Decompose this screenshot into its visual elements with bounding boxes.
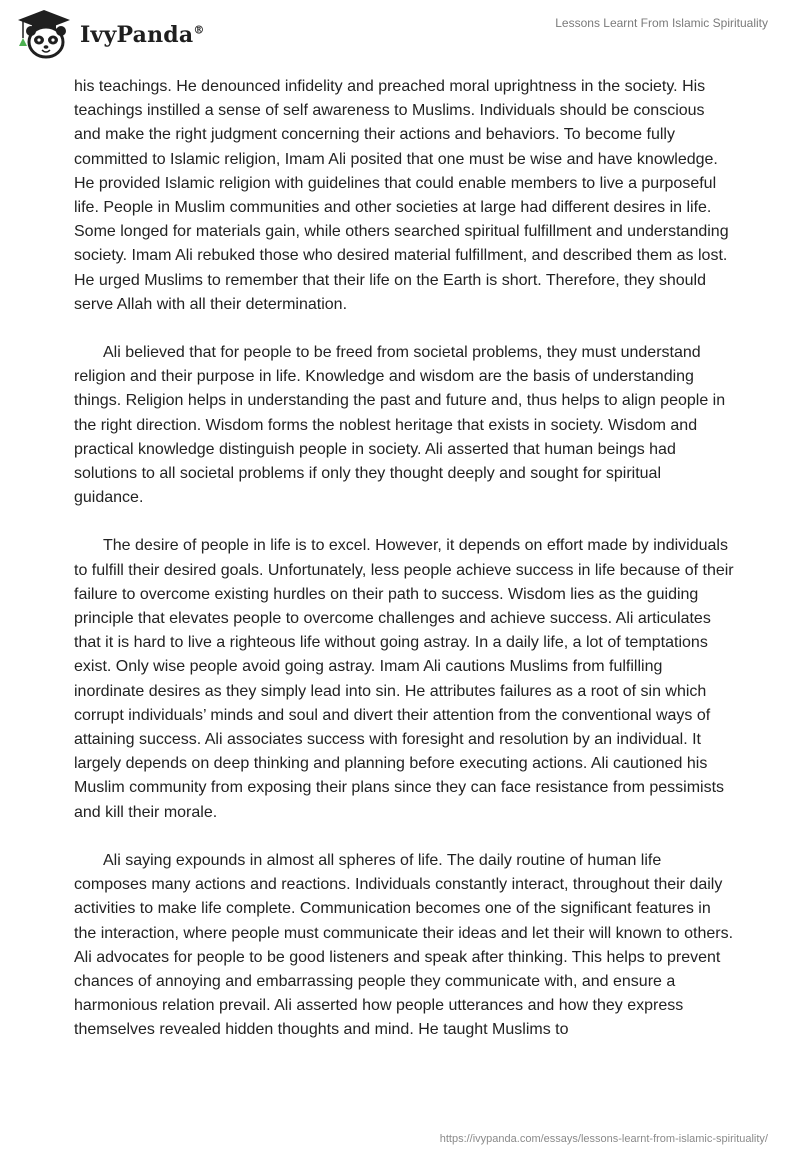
brand-label: IvyPanda <box>80 22 194 48</box>
paragraph: Ali believed that for people to be freed from societal problems, they must understand religion and their purpose in life. Knowledge and wisdom are the basis of understanding things. Religion helps in understanding the past and future and, thus helps to align people in the right direction. Wisdom forms the noblest heritage that exists in society. Wisdom and practical knowledge distinguish people in society. Ali asserted that human beings had solutions to all societal problems if only they thought deeply and sought for spiritual guidance. <box>74 344 726 507</box>
panda-graduate-icon <box>14 8 74 60</box>
ivypanda-logo[interactable] <box>14 8 205 60</box>
essay-body <box>74 75 734 1067</box>
source-url[interactable]: https://ivypanda.com/essays/lessons-learnt-from-islamic-spirituality/ <box>439 1133 768 1145</box>
document-title: Lessons Learnt From Islamic Spirituality <box>555 16 768 30</box>
page-header <box>0 0 800 70</box>
paragraph: his teachings. He denounced infidelity and preached moral uprightness in the society. His teachings instilled a sense of self awareness to Muslims. Individuals should be conscious and make the right judgment concerning their actions and behaviors. To become fully committed to Islamic religion, Imam Ali posited that one must be wise and have knowledge. He provided Islamic religion with guidelines that could enable members to live a purposeful life. People in Muslim communities and other societies at large had different desires in life. Some longed for materials gain, while others searched spiritual fulfillment and understanding society. Imam Ali rebuked those who desired material fulfillment, and described them as lost. He urged Muslims to remember that their life on the Earth is short. Therefore, they should serve Allah with all their determination. <box>74 78 729 313</box>
registered-mark: ® <box>193 23 205 37</box>
brand-name <box>80 22 205 48</box>
paragraph: Ali saying expounds in almost all spheres of life. The daily routine of human life composes many actions and reactions. Individuals constantly interact, throughout their daily activities to make life complete. Communication becomes one of the significant features in the interaction, where people must communicate their ideas and let their will known to others. Ali advocates for people to be good listeners and speak after thinking. This helps to prevent chances of annoying and embarrassing people they communicate with, and ensure a harmonious relation prevail. Ali asserted how people utterances and how they express themselves revealed hidden thoughts and mind. He taught Muslims to <box>74 851 734 1039</box>
paragraph: The desire of people in life is to excel. However, it depends on effort made by individuals to fulfill their desired goals. Unfortunately, less people achieve success in life because of their failure to overcome existing hurdles on their path to success. Wisdom lies as the guiding principle that elevates people to overcome challenges and achieve success. Ali articulates that it is hard to live a righteous life without going astray. In a daily life, a lot of temptations exist. Only wise people avoid going astray. Imam Ali cautions Muslims from fulfilling inordinate desires as they simply lead into sin. He attributes failures as a root of sin which corrupt individuals’ minds and soul and divert their attention from the conventional ways of attaining success. Ali associates success with foresight and resolution by an individual. It largely depends on deep thinking and planning before executing actions. Ali cautioned his Muslim community from exposing their plans since they can face resistance from pessimists and kill their morale. <box>74 537 734 821</box>
